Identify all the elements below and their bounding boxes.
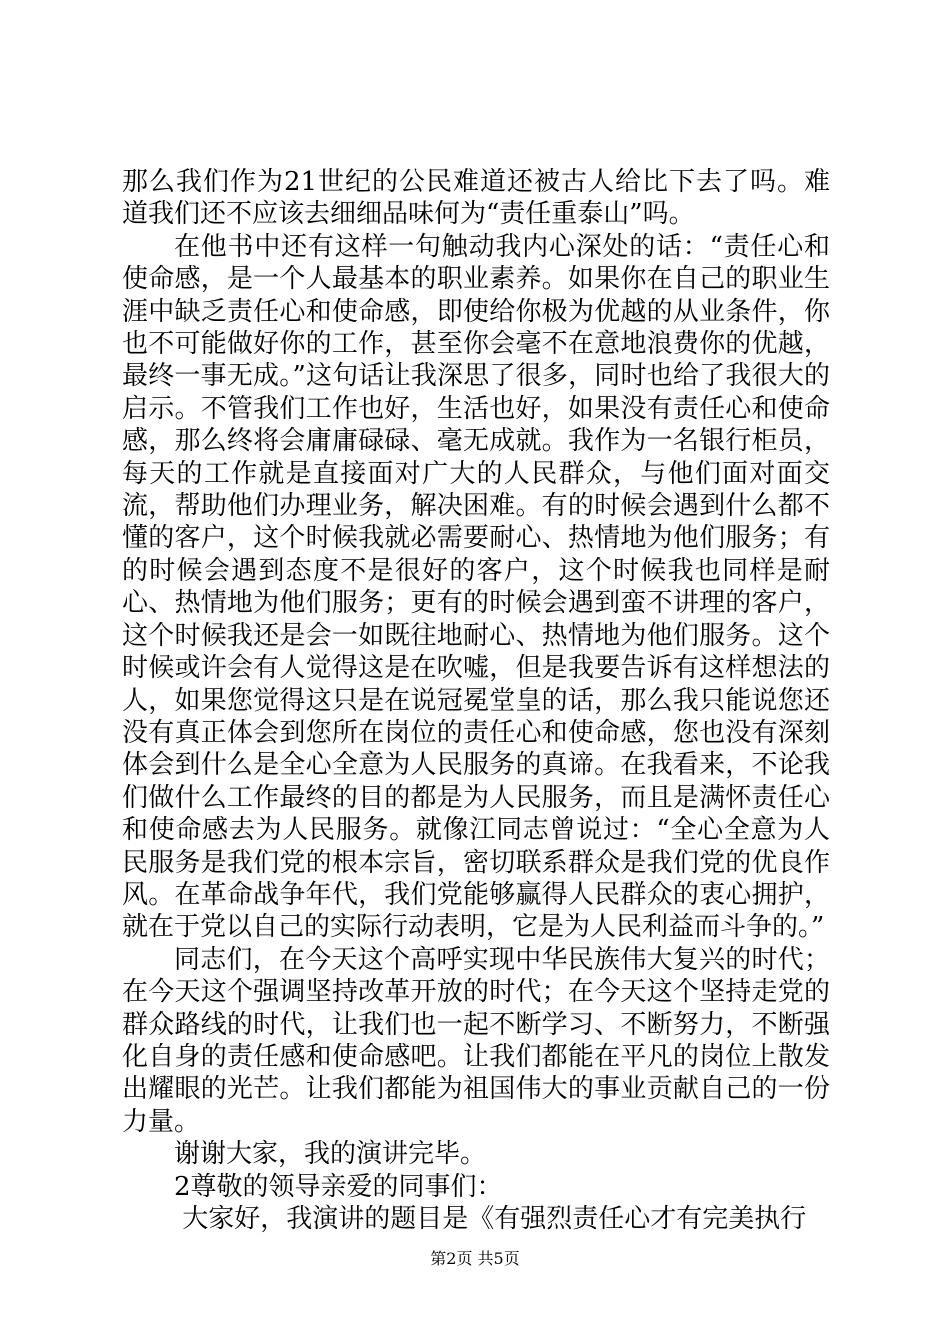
paragraph-1: 那么我们作为21世纪的公民难道还被古人给比下去了吗。难道我们还不应该去细细品味何为“责任重泰山”吗。 <box>122 167 830 230</box>
paragraph-2: 在他书中还有这样一句触动我内心深处的话：“责任心和使命感，是一个人最基本的职业素养。如果你在自己的职业生涯中缺乏责任心和使命感，即使给你极为优越的从业条件，你也不可能做好你的工作，甚至你会毫不在意地浪费你的优越，最终一事无成。”这句话让我深思了很多，同时也给了我很大的启示。不管我们工作也好，生活也好，如果没有责任心和使命感，那么终将会庸庸碌碌、毫无成就。我作为一名银行柜员，每天的工作就是直接面对广大的人民群众，与他们面对面交流，帮助他们办理业务，解决困难。有的时候会遇到什么都不懂的客户，这个时候我就必需要耐心、热情地为他们服务；有的时候会遇到态度不是很好的客户，这个时候我也同样是耐心、热情地为他们服务；更有的时候会遇到蛮不讲理的客户，这个时候我还是会一如既往地耐心、热情地为他们服务。这个时候或许会有人觉得这是在吹嘘，但是我要告诉有这样想法的人，如果您觉得这只是在说冠冕堂皇的话，那么我只能说您还没有真正体会到您所在岗位的责任心和使命感，您也没有深刻体会到什么是全心全意为人民服务的真谛。在我看来，不论我们做什么工作最终的目的都是为人民服务，而且是满怀责任心和使命感去为人民服务。就像江同志曾说过：“全心全意为人民服务是我们党的根本宗旨，密切联系群众是我们党的优良作风。在革命战争年代，我们党能够赢得人民群众的衷心拥护，就在于党以自己的实际行动表明，它是为人民利益而斗争的。” <box>122 231 830 943</box>
page-footer: 第2页 共5页 <box>430 1249 520 1268</box>
paragraph-4: 谢谢大家，我的演讲完毕。 <box>174 1139 487 1170</box>
paragraph-3: 同志们，在今天这个高呼实现中华民族伟大复兴的时代；在今天这个强调坚持改革开放的时代；在今天这个坚持走党的群众路线的时代，让我们也一起不断学习、不断努力，不断强化自身的责任感和使命感吧。让我们都能在平凡的岗位上散发出耀眼的光芒。让我们都能为祖国伟大的事业贡献自己的一份力量。 <box>122 944 830 1137</box>
body-text <box>122 166 830 1235</box>
paragraph-5: 2尊敬的领导亲爱的同事们： <box>174 1171 503 1202</box>
paragraph-6: 大家好，我演讲的题目是《有强烈责任心才有完美执行 <box>174 1204 807 1234</box>
